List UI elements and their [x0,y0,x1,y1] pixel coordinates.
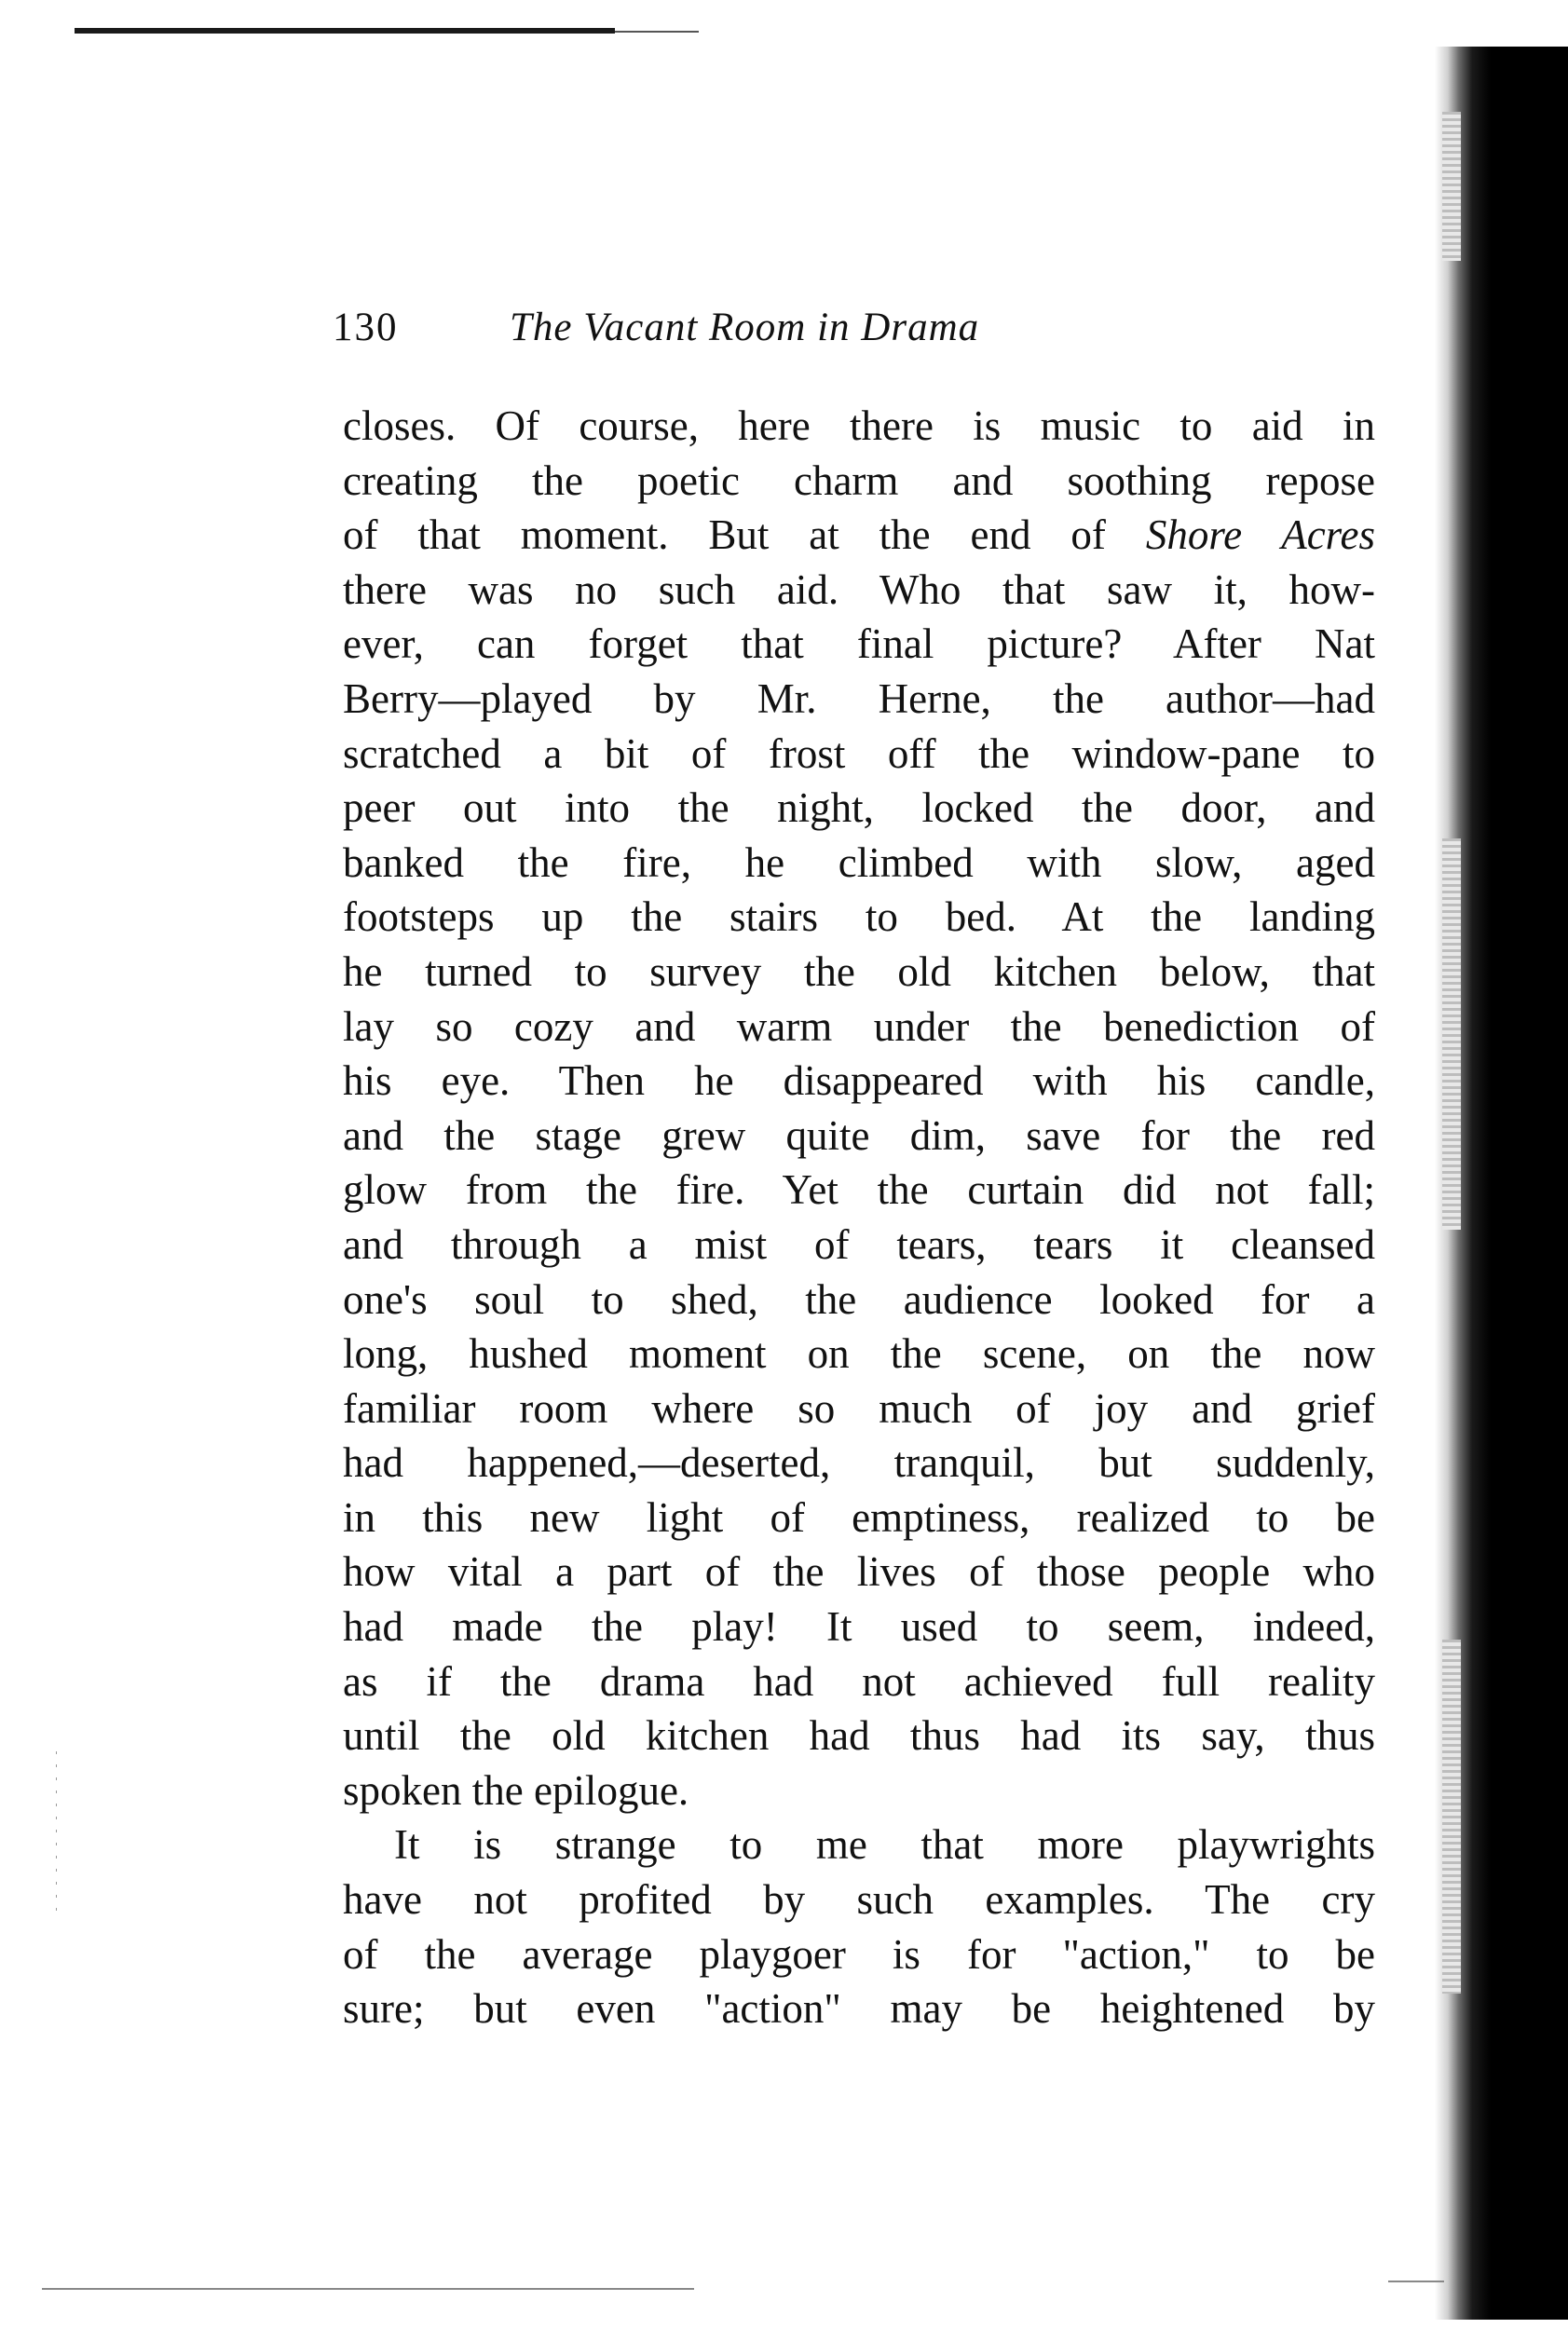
page-edge-speckle [1442,112,1461,261]
top-rule [75,28,615,34]
text-line: there was no such aid. Who that saw it, how- [343,565,1375,613]
text-line: and through a mist of tears, tears it cleansed [343,1220,1375,1268]
text-line: of the average playgoer is for "action," to be [343,1930,1375,1978]
play-title: Shore Acres [1145,511,1376,559]
text-line: banked the fire, he climbed with slow, aged [343,838,1375,886]
body-text [343,399,1375,2036]
bottom-rule-right [1388,2281,1444,2282]
running-header [333,300,1376,356]
text-line: and the stage grew quite dim, save for the red [343,1111,1375,1159]
text-line: until the old kitchen had thus had its say, thus [343,1712,1375,1760]
text-line: have not profited by such examples. The cry [343,1876,1375,1924]
text-line: scratched a bit of frost off the window-pane to [343,729,1375,777]
text-line: he turned to survey the old kitchen below, that [343,947,1375,995]
text-line: of that moment. But at the end of Shore Acres [343,511,1376,559]
top-rule-tail [615,31,699,33]
text-line: Berry—played by Mr. Herne, the author—had [343,674,1375,722]
text-line: in this new light of emptiness, realized to be [343,1493,1375,1541]
bottom-rule [42,2288,694,2290]
text-line: as if the drama had not achieved full reality [343,1657,1375,1705]
text-line: It is strange to me that more playwrights [394,1821,1375,1869]
text-line: spoken the epilogue. [343,1766,689,1814]
text-line: familiar room where so much of joy and grief [343,1384,1375,1432]
text-line: how vital a part of the lives of those people who [343,1548,1375,1596]
text-line: had made the play! It used to seem, indeed, [343,1603,1375,1651]
text-line: glow from the fire. Yet the curtain did not fall; [343,1166,1375,1214]
text-line: had happened,—deserted, tranquil, but suddenly, [343,1439,1375,1487]
running-title: The Vacant Room in Drama [510,306,980,349]
text-line: one's soul to shed, the audience looked for a [343,1275,1375,1323]
text-line: peer out into the night, locked the door, and [343,784,1375,832]
text-line: ever, can forget that final picture? After Nat [343,620,1375,668]
margin-mark [56,1751,57,1919]
text-line: closes. Of course, here there is music to aid in [343,402,1375,449]
text-line: sure; but even "action" may be heightened by [343,1985,1375,2033]
text-line: footsteps up the stairs to bed. At the landing [343,893,1375,941]
page-edge-speckle [1442,838,1461,1230]
page-edge-speckle [1442,1640,1461,1994]
text-line: creating the poetic charm and soothing repose [343,456,1375,504]
page-number: 130 [333,306,399,349]
text-line: his eye. Then he disappeared with his candle, [343,1057,1375,1105]
text-line: long, hushed moment on the scene, on the now [343,1330,1375,1378]
text-line: lay so cozy and warm under the benediction of [343,1002,1375,1050]
